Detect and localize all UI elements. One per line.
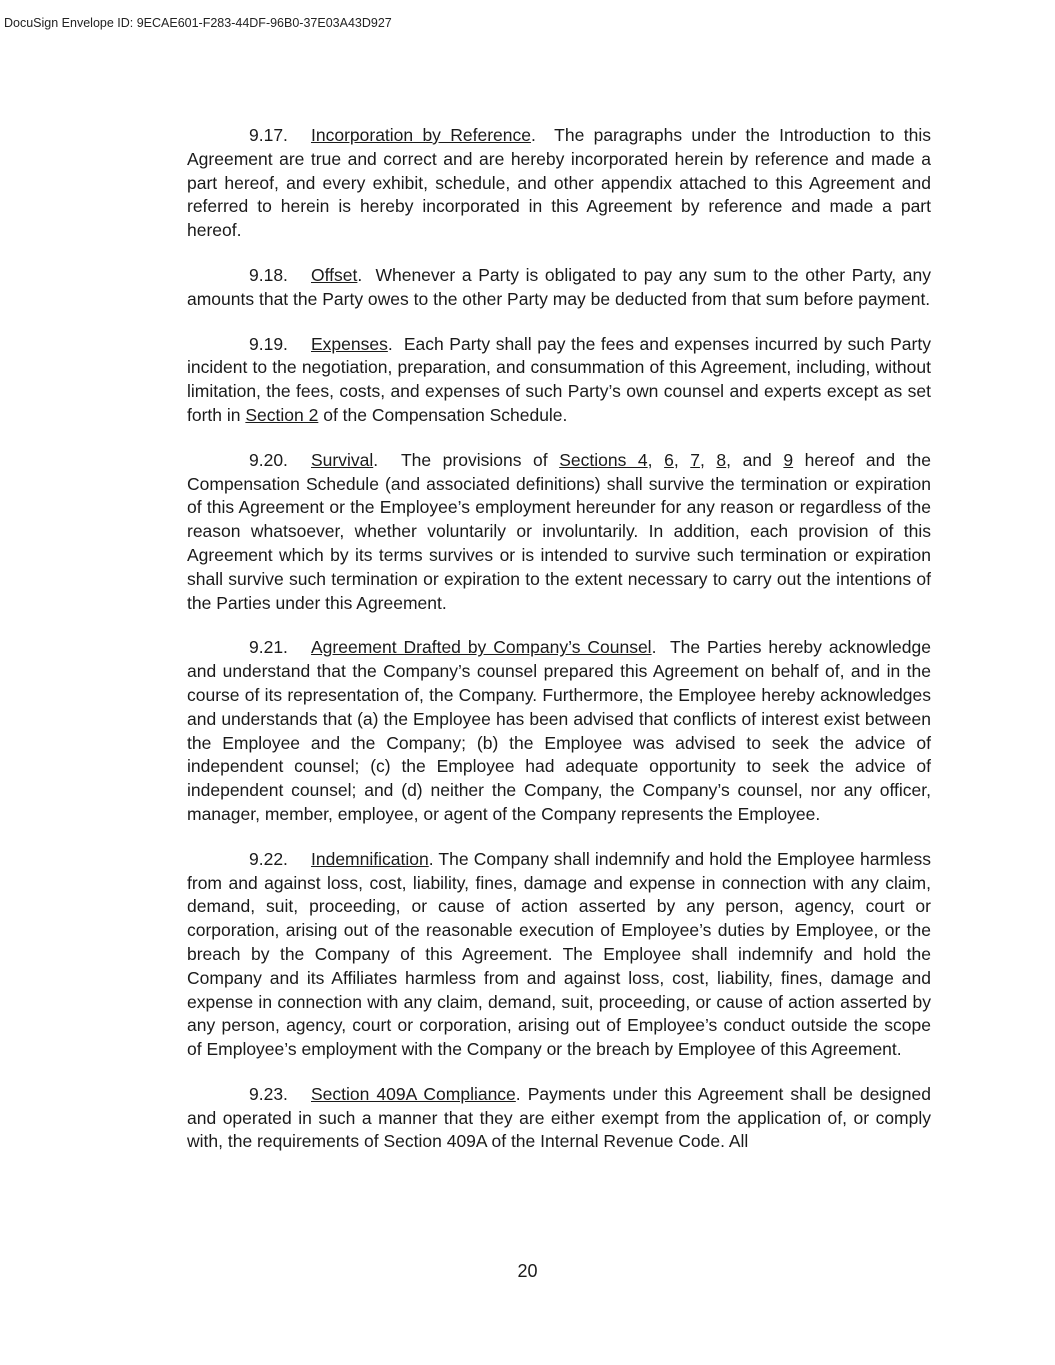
section-number: 9.23.	[249, 1083, 288, 1104]
section-9-23: 9.23. Section 409A Compliance. Payments under this Agreement shall be designed and operated in such a manner that they are either exempt from the application of, or comply with, the requirements of Section 409A of the Internal Revenue Code. All	[187, 1083, 931, 1152]
section-9-19: 9.19. Expenses. Each Party shall pay the fees and expenses incurred by such Party incident to the negotiation, preparation, and consummation of this Agreement, including, without limitation, the fees, costs, and expenses of such Party’s own counsel and experts except as set forth in Section 2 of the Compensation Schedule.	[187, 333, 931, 425]
section-number: 9.18.	[249, 264, 288, 285]
section-title: Agreement Drafted by Company’s Counsel	[311, 637, 652, 658]
section-9-17: 9.17. Incorporation by Reference. The paragraphs under the Introduction to this Agreement are true and correct and are hereby incorporated herein by reference and made a part hereof, and every exhibit, schedule, and other appendix attached to this Agreement and referred to herein is hereby incorporated in this Agreement by reference and made a part hereof.	[187, 125, 931, 241]
section-9-22: 9.22. Indemnification. The Company shall indemnify and hold the Employee harmless from and against loss, cost, liability, fines, damage and expense in connection with any claim, demand, suit, proceeding, or cause of action asserted by any person, agency, court or corporation, arising out of the reasonable execution of Employee’s duties by Employee, or the breach by the Company of this Agreement. The Employee shall indemnify and hold the Company and its Affiliates harmless from and against loss, cost, liability, fines, damage and expense in connection with any claim, demand, suit, proceeding, or cause of action asserted by any person, agency, court or corporation, arising out of Employee’s conduct outside the scope of Employee’s employment with the Company or the breach by Employee of this Agreement.	[187, 848, 931, 1060]
document-body	[187, 124, 931, 1175]
section-title: Section 409A Compliance	[311, 1083, 516, 1104]
section-body: hereof and the Compensation Schedule (and associated definitions) shall survive the termination or expiration of this Agreement or the Employee’s employment hereunder for any reason or regardless of the reason whatsoever, whether voluntarily or involuntarily. In addition, each provision of this Agreement which by its terms survives or is intended to survive such termination or expiration shall survive such termination or expiration to the extent necessary to carry out the intentions of the Parties under this Agreement.	[187, 449, 931, 613]
section-reference: 7	[690, 449, 700, 470]
docusign-envelope-id: DocuSign Envelope ID: 9ECAE601-F283-44DF-96B0-37E03A43D927	[4, 16, 392, 30]
section-reference: 6	[664, 449, 674, 470]
section-body: The paragraphs under the Introduction to this Agreement are true and correct and are hereby incorporated herein by reference and made a part hereof, and every exhibit, schedule, and other appendix attached to this Agreement and referred to herein is hereby incorporated in this Agreement by reference and made a part hereof.	[187, 125, 931, 241]
section-body: Payments under this Agreement shall be designed and operated in such a manner that they are either exempt from the application of, or comply with, the requirements of Section 409A of the Internal Revenue Code. All	[187, 1083, 931, 1152]
section-number: 9.19.	[249, 333, 288, 354]
section-reference: Section 2	[245, 404, 319, 425]
section-reference: 9	[783, 449, 794, 470]
section-number: 9.22.	[249, 848, 288, 869]
section-body: of the Compensation Schedule.	[323, 404, 568, 425]
section-9-21: 9.21. Agreement Drafted by Company’s Counsel. The Parties hereby acknowledge and understand that the Company’s counsel prepared this Agreement on behalf of, and in the course of its representation of, the Company. Furthermore, the Employee hereby acknowledges and understands that (a) the Employee has been advised that conflicts of interest exist between the Employee and the Company; (b) the Employee was advised to seek the advice of independent counsel; (c) the Employee had adequate opportunity to seek the advice of independent counsel; and (d) neither the Company, the Company’s counsel, nor any officer, manager, member, employee, or agent of the Company represents the Employee.	[187, 637, 931, 824]
page-number: 20	[517, 1261, 538, 1281]
section-reference: 8	[716, 449, 727, 470]
section-9-20: 9.20. Survival. The provisions of Sections 4, 6, 7, 8, and 9 hereof and the Compensation Schedule (and associated definitions) shall survive the termination or expiration of this Agreement or the Employee’s employment hereunder for any reason or regardless of the reason whatsoever, whether voluntarily or involuntarily. In addition, each provision of this Agreement which by its terms survives or is intended to survive such termination or expiration shall survive such termination or expiration to the extent necessary to carry out the intentions of the Parties under this Agreement.	[187, 449, 931, 613]
section-reference: Sections 4	[559, 449, 648, 470]
section-number: 9.20.	[249, 449, 288, 470]
section-body: The provisions of	[400, 449, 548, 470]
section-9-18: 9.18. Offset. Whenever a Party is obligated to pay any sum to the other Party, any amounts that the Party owes to the other Party may be deducted from that sum before payment.	[187, 264, 931, 309]
section-body: Each Party shall pay the fees and expenses incurred by such Party incident to the negotiation, preparation, and consummation of this Agreement, including, without limitation, the fees, costs, and expenses of such Party’s own counsel and experts except as set forth in	[187, 333, 931, 425]
section-body: The Company shall indemnify and hold the Employee harmless from and against loss, cost, liability, fines, damage and expense in connection with any claim, demand, suit, proceeding, or cause of action asserted by any person, agency, court or corporation, arising out of the reasonable execution of Employee’s duties by Employee, or the breach by the Company of this Agreement. The Employee shall indemnify and hold the Company and its Affiliates harmless from and against loss, cost, liability, fines, damage and expense in connection with any claim, demand, suit, proceeding, or cause of action asserted by any person, agency, court or corporation, arising out of Employee’s conduct outside the scope of Employee’s employment with the Company or the breach by Employee of this Agreement.	[187, 848, 931, 1060]
section-title: Indemnification	[311, 848, 429, 869]
section-title: Survival	[311, 449, 374, 470]
section-title: Offset	[311, 264, 358, 285]
section-body: The Parties hereby acknowledge and understand that the Company’s counsel prepared this Agreement on behalf of, and in the course of its representation of, the Company. Furthermore, the Employee hereby acknowledges and understands that (a) the Employee has been advised that conflicts of interest exist between the Employee and the Company; (b) the Employee was advised to seek the advice of independent counsel; (c) the Employee had adequate opportunity to seek the advice of independent counsel; and (d) neither the Company, the Company’s counsel, nor any officer, manager, member, employee, or agent of the Company represents the Employee.	[187, 637, 931, 824]
section-number: 9.21.	[249, 637, 288, 658]
section-number: 9.17.	[249, 125, 288, 145]
section-title: Expenses	[311, 333, 388, 354]
section-body: Whenever a Party is obligated to pay any sum to the other Party, any amounts that the Party owes to the other Party may be deducted from that sum before payment.	[187, 264, 931, 309]
section-title: Incorporation by Reference	[311, 125, 531, 145]
